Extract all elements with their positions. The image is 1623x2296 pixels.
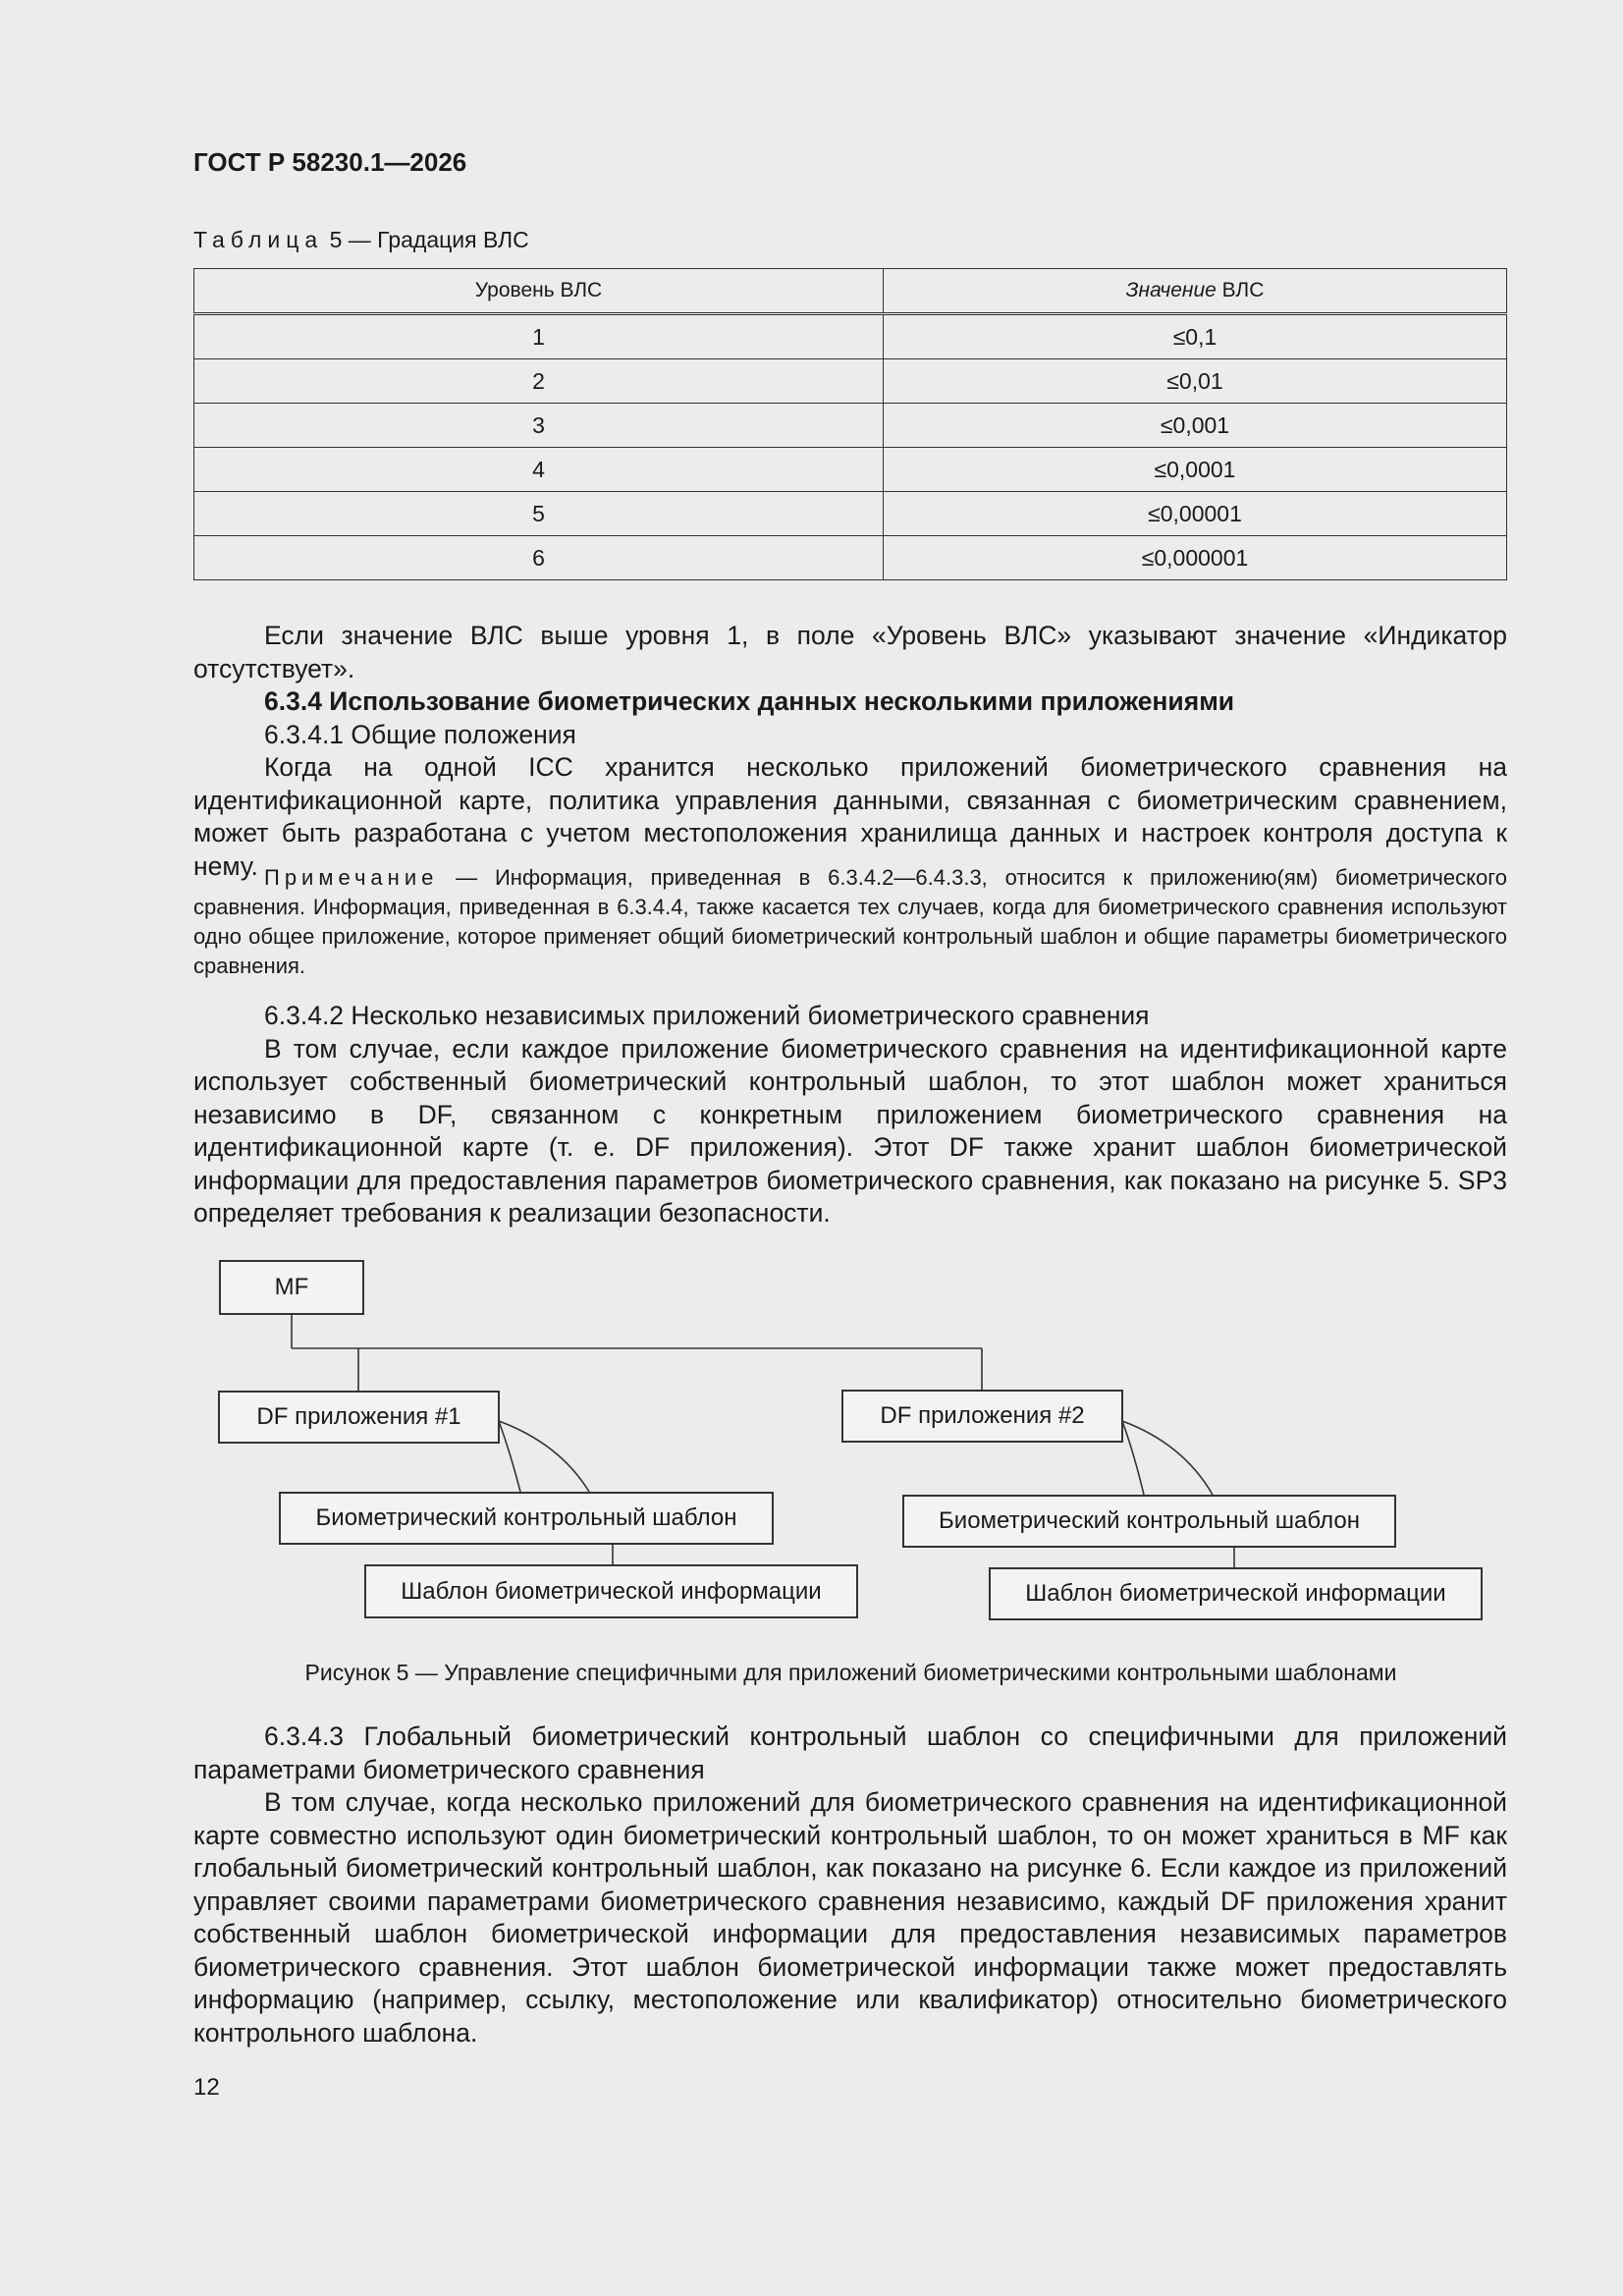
table-header-row <box>194 269 1507 314</box>
table-row <box>194 359 1507 404</box>
cell-level: 4 <box>194 448 884 492</box>
df-application-2-box: DF приложения #2 <box>841 1390 1123 1443</box>
table-row <box>194 404 1507 448</box>
cell-value: ≤0,1 <box>884 314 1507 359</box>
document-header: ГОСТ Р 58230.1—2026 <box>193 147 467 177</box>
cell-value: ≤0,001 <box>884 404 1507 448</box>
cell-level: 6 <box>194 536 884 580</box>
text-block-3 <box>193 1721 1507 2050</box>
cell-level: 1 <box>194 314 884 359</box>
page-number: 12 <box>193 2074 220 2101</box>
table-row <box>194 314 1507 359</box>
cell-value: ≤0,0001 <box>884 448 1507 492</box>
paragraph: Если значение ВЛС выше уровня 1, в поле «Уровень ВЛС» указывают значение «Индикатор отсутствует». <box>193 621 1507 683</box>
cell-level: 3 <box>194 404 884 448</box>
df-application-1-box: DF приложения #1 <box>218 1391 500 1444</box>
paragraph: В том случае, если каждое приложение биометрического сравнения на идентификационной карте использует собственный биометрический контрольный шаблон, то этот шаблон может храниться независимо в DF, связанном с конкретным приложением биометрического сравнения на идентификационной карте (т. е. DF приложения). Этот DF также хранит шаблон биометрической информации для предоставления параметров биометрического сравнения, как показано на рисунке 5. SP3 определяет требования к реализации безопасности. <box>193 1033 1507 1228</box>
table-caption-word: Таблица <box>193 227 324 252</box>
biometric-info-template-2-box: Шаблон биометрической информации <box>989 1567 1483 1620</box>
col-header-value-italic: Значение <box>1125 279 1217 301</box>
paragraph: В том случае, когда несколько приложений для биометрического сравнения на идентификационной карте совместно используют один биометрический контрольный шаблон, то он может храниться в MF как глобальный биометрический контрольный шаблон, как показано на рисунке 6. Если каждое из приложений управляет своими параметрами биометрического сравнения независимо, каждый DF приложения хранит собственный шаблон биометрической информации для предоставления независимых параметров биометрического сравнения. Этот шаблон биометрической информации также может предоставлять информацию (например, ссылку, местоположение или квалификатор) относительно биометрического контрольного шаблона. <box>193 1787 1507 2048</box>
biometric-reference-template-1-box: Биометрический контрольный шаблон <box>279 1492 774 1545</box>
subsection-heading-6343: 6.3.4.3 Глобальный биометрический контрольный шаблон со специфичными для приложений параметрами биометрического сравнения <box>193 1722 1507 1784</box>
table-row <box>194 492 1507 536</box>
note-paragraph <box>193 863 1507 981</box>
cell-value: ≤0,00001 <box>884 492 1507 536</box>
cell-value: ≤0,000001 <box>884 536 1507 580</box>
biometric-info-template-1-box: Шаблон биометрической информации <box>364 1564 858 1618</box>
table-row <box>194 448 1507 492</box>
col-header-level: Уровень ВЛС <box>194 269 884 314</box>
subsection-heading-6342: 6.3.4.2 Несколько независимых приложений биометрического сравнения <box>264 1001 1150 1030</box>
table-caption <box>193 227 529 253</box>
table-row <box>194 536 1507 580</box>
biometric-reference-template-2-box: Биометрический контрольный шаблон <box>902 1495 1396 1548</box>
mf-box: MF <box>219 1260 364 1315</box>
col-header-value-rest: ВЛС <box>1216 279 1265 301</box>
col-header-value <box>884 269 1507 314</box>
section-heading-634: 6.3.4 Использование биометрических данных несколькими приложениями <box>264 686 1235 716</box>
table-caption-rest: 5 — Градация ВЛС <box>323 227 529 252</box>
subsection-heading-6341: 6.3.4.1 Общие положения <box>264 719 576 749</box>
text-block-2 <box>193 1000 1507 1230</box>
gradation-table <box>193 268 1507 580</box>
cell-value: ≤0,01 <box>884 359 1507 404</box>
paragraph: Когда на одной ICC хранится несколько приложений биометрического сравнения на идентификационной карте, политика управления данными, связанная с биометрическим сравнением, может быть разработана с учетом местоположения хранилища данных и настроек контроля доступа к нему. <box>193 752 1507 881</box>
cell-level: 2 <box>194 359 884 404</box>
note-label: Примечание <box>264 865 439 890</box>
text-block-1 <box>193 620 1507 883</box>
figure-caption: Рисунок 5 — Управление специфичными для приложений биометрическими контрольными шаблонами <box>304 1660 1397 1685</box>
note-block <box>193 863 1507 981</box>
note-text: — Информация, приведенная в 6.3.4.2—6.4.3.3, относится к приложению(ям) биометрического сравнения. Информация, приведенная в 6.3.4.4, также касается тех случаев, когда для биометрического сравнения используют одно общее приложение, которое применяет общий биометрический контрольный шаблон и общие параметры биометрического сравнения. <box>193 865 1507 978</box>
cell-level: 5 <box>194 492 884 536</box>
